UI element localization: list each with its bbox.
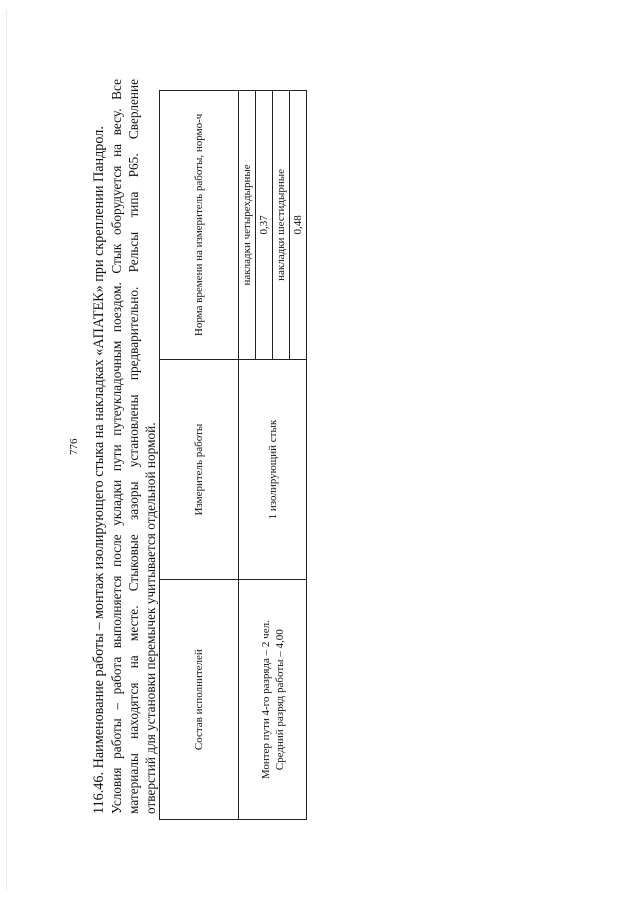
work-conditions-line-2: материалы находятся на месте. Стыковые зазоры установлены предварительно. Рельсы типа Р65. Сверление bbox=[126, 79, 142, 814]
work-title: 116.46. Наименование работы – монтаж изолирующего стыка на накладках «АПАТЕК» при скреплении Пандрол. bbox=[91, 126, 107, 814]
table-row bbox=[239, 91, 256, 820]
scan-edge bbox=[6, 10, 7, 890]
meter-cell: 1 изолирующий стык bbox=[239, 359, 307, 580]
crew-line-1: Монтер пути 4-го разряда – 2 чел. bbox=[259, 620, 272, 780]
work-conditions-line-3: отверстий для установки перемычек учитывается отдельной нормой. bbox=[143, 422, 159, 814]
table-header-row bbox=[160, 91, 239, 820]
variant-value: 0,37 bbox=[256, 91, 273, 360]
variant-label: накладки четырехдырные bbox=[239, 91, 256, 360]
crew-cell bbox=[239, 580, 307, 820]
work-description bbox=[90, 79, 159, 814]
crew-line-2: Средний разряд работы – 4,00 bbox=[273, 629, 286, 771]
header-crew: Состав исполнителей bbox=[160, 580, 239, 820]
page-number: 776 bbox=[68, 438, 80, 455]
norm-table bbox=[159, 90, 307, 820]
rotated-content bbox=[68, 79, 312, 820]
variant-label: накладки шестидырные bbox=[273, 91, 290, 360]
variant-value: 0,48 bbox=[290, 91, 307, 360]
header-norm: Норма времени на измеритель работы, нормо-ч bbox=[160, 91, 239, 360]
work-conditions-line-1: Условия работы – работа выполняется после укладки пути путеукладочным поездом. Стык оборудуется на весу. Все bbox=[109, 79, 125, 814]
header-meter: Измеритель работы bbox=[160, 359, 239, 580]
